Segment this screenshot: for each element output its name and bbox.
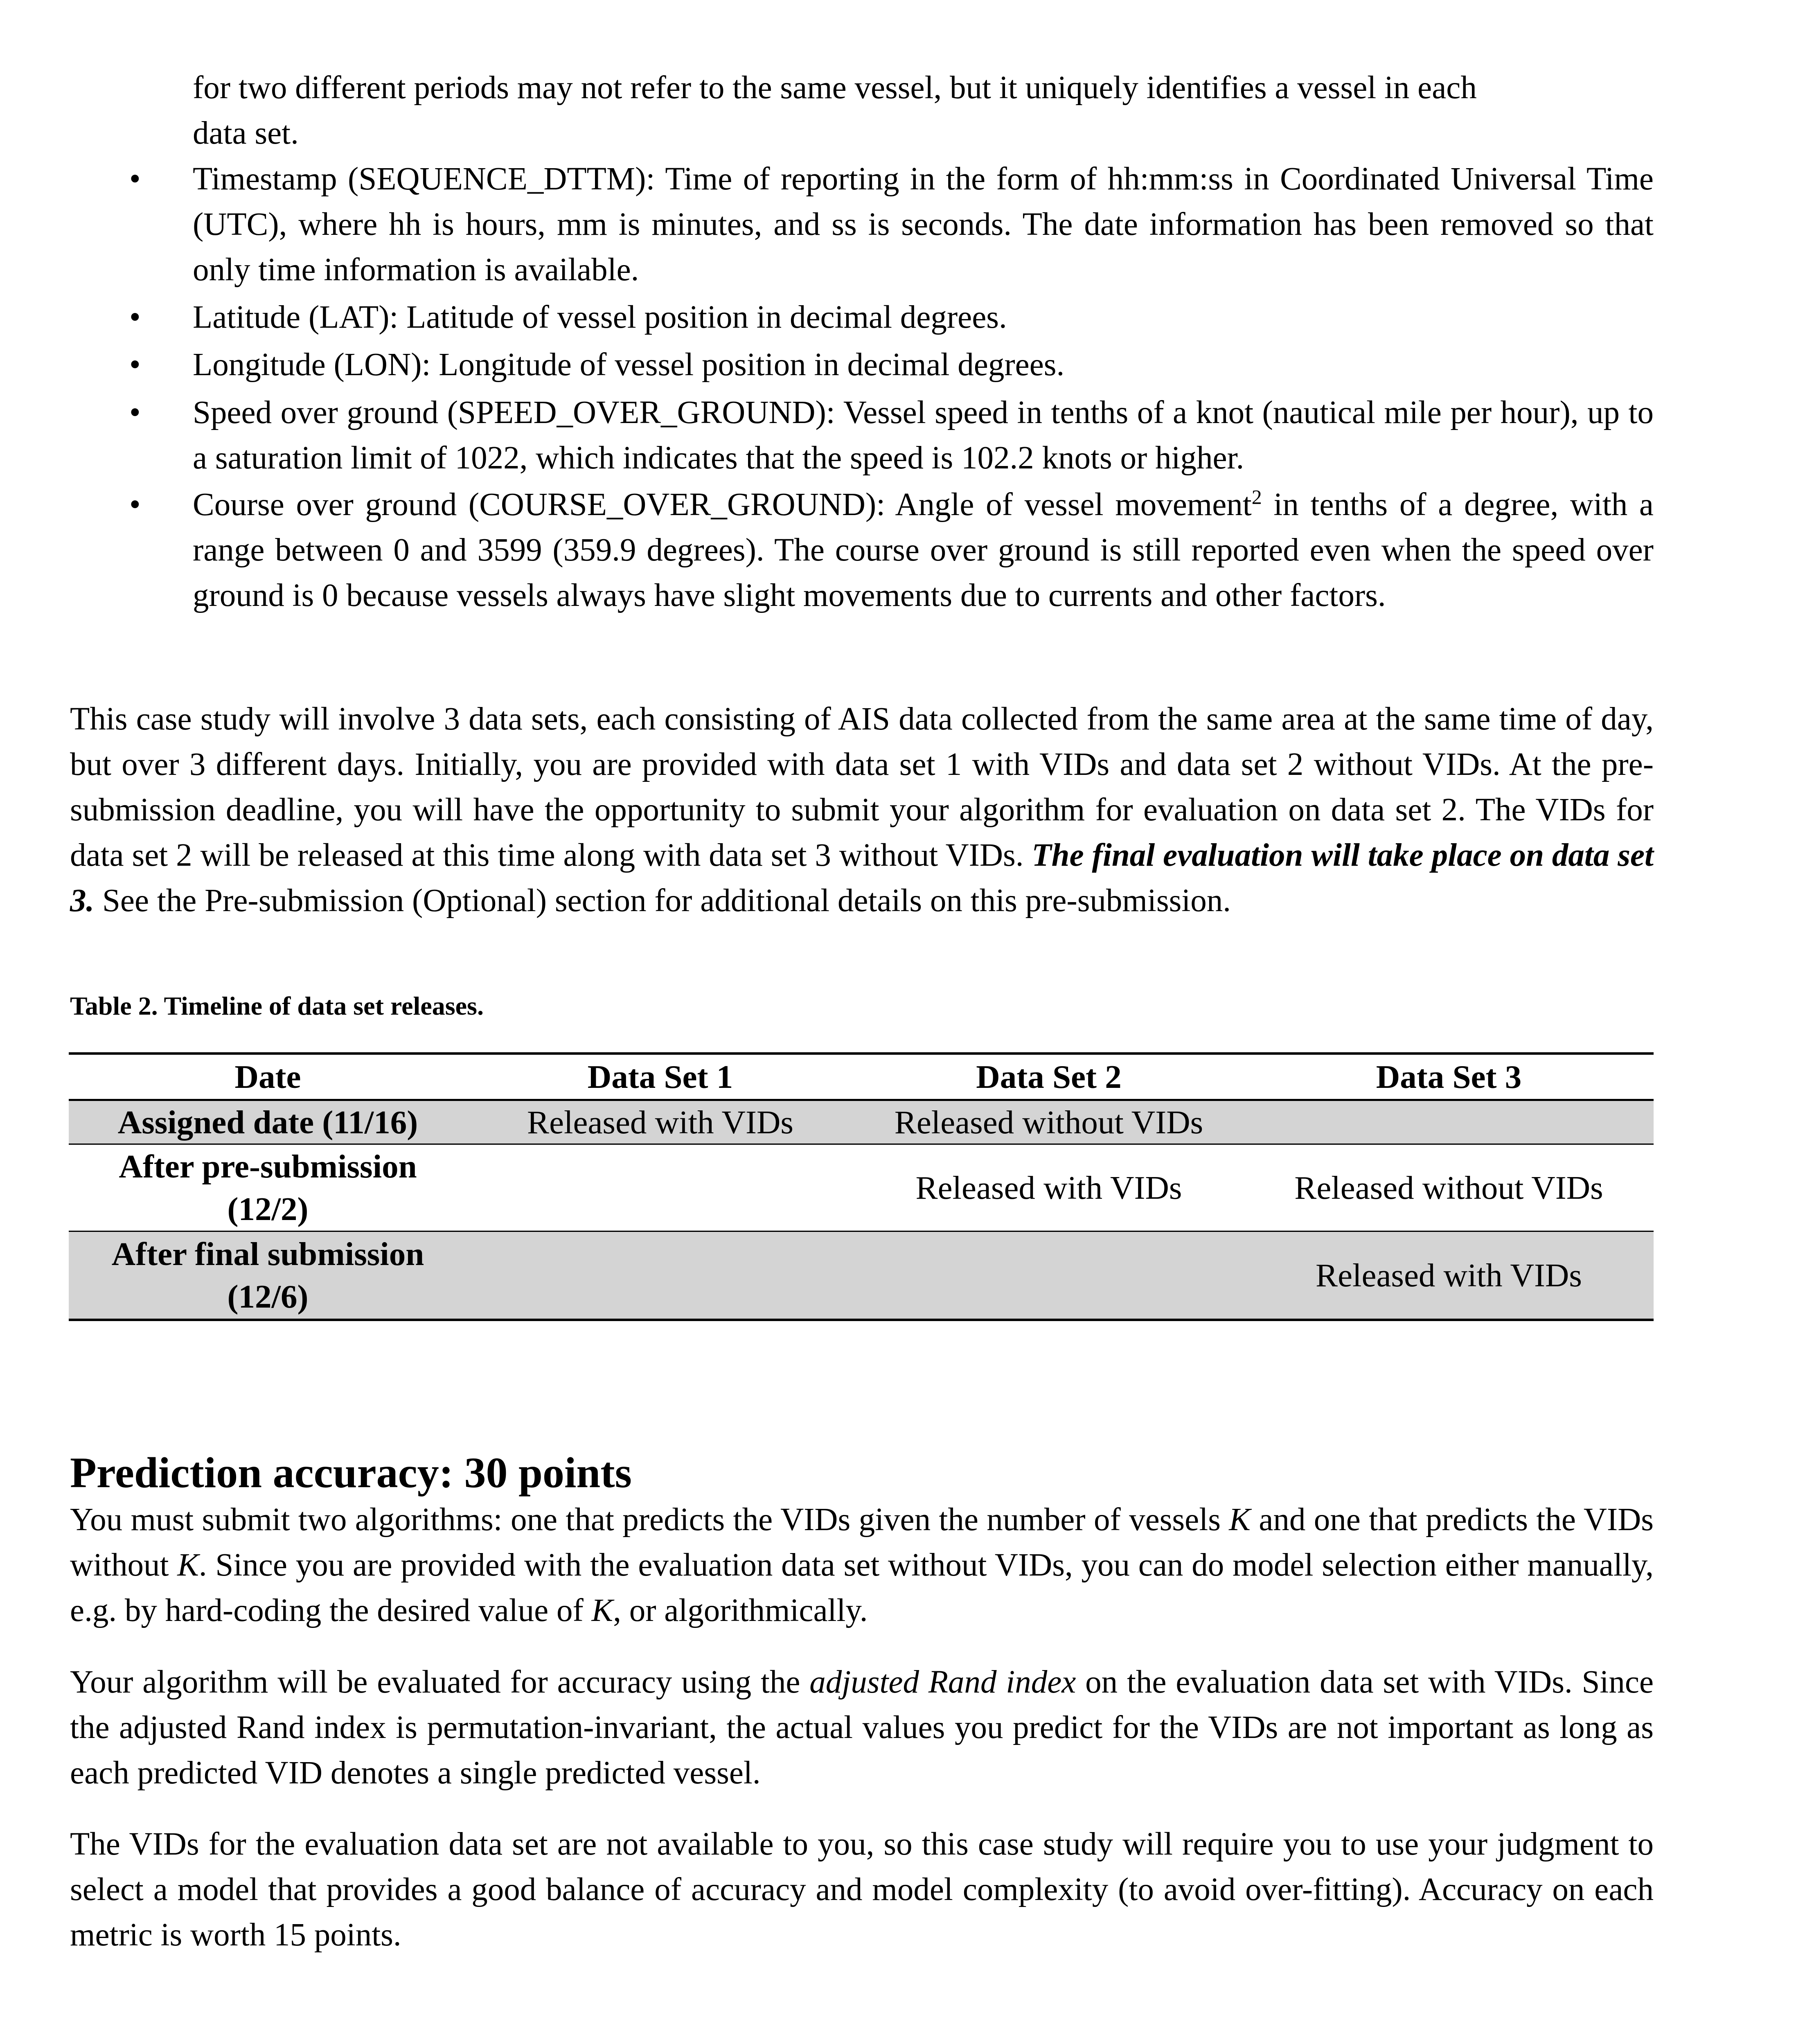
header-data-set-3: Data Set 3 (1244, 1054, 1654, 1100)
bullet-speed-over-ground (129, 390, 1654, 481)
bullet-longitude (129, 342, 1654, 387)
table-header-row (69, 1054, 1654, 1100)
bullet-dot: • (129, 299, 141, 335)
bullet-text: Latitude (LAT): Latitude of vessel position in decimal degrees. (193, 299, 1007, 335)
adjusted-rand-index-term: adjusted Rand index (809, 1664, 1076, 1700)
timeline-table (69, 1052, 1654, 1321)
row-date-cell: After pre-submission (12/2) (119, 1148, 417, 1227)
header-data-set-1: Data Set 1 (467, 1054, 854, 1100)
row-date-cell: After final submission (12/6) (69, 1231, 467, 1320)
row-ds3-cell: Released with VIDs (1244, 1231, 1654, 1320)
row-ds1-cell (467, 1144, 854, 1231)
bullet-dot: • (129, 161, 141, 197)
row-ds2-cell: Released without VIDs (854, 1100, 1244, 1144)
bullet-dot: • (129, 487, 141, 522)
section-heading: Prediction accuracy: 30 points (70, 1449, 632, 1497)
continuation-line-2: data set. (193, 115, 299, 151)
section-paragraph-1: You must submit two algorithms: one that predicts the VIDs given the number of vessels K and one that predicts the VIDs without K. Since you are provided with the evaluation data set without VIDs, you can do model selection either manually, e.g. by hard-coding the desired value of K, or algorithmically. (70, 1502, 1654, 1628)
bullet-dot: • (129, 347, 141, 383)
emphasis-final-evaluation: The final evaluation will take place on data set 3. (70, 837, 1654, 918)
row-ds1-cell: Released with VIDs (467, 1100, 854, 1144)
bullet-text: Longitude (LON): Longitude of vessel position in decimal degrees. (193, 347, 1065, 383)
bullet-dot: • (129, 395, 141, 430)
row-ds2-cell: Released with VIDs (915, 1169, 1182, 1206)
bullet-course-over-ground (129, 482, 1654, 618)
header-date: Date (69, 1054, 467, 1100)
row-date-cell: Assigned date (11/16) (69, 1100, 467, 1144)
table-row (69, 1231, 1654, 1320)
row-ds3-cell (1244, 1100, 1654, 1144)
row-ds2-cell (854, 1231, 1244, 1320)
row-ds1-cell (467, 1231, 854, 1320)
table-row (69, 1144, 1654, 1231)
bullet-latitude (129, 295, 1654, 340)
row-ds3-cell: Released without VIDs (1294, 1169, 1603, 1206)
section-paragraph-2: Your algorithm will be evaluated for accuracy using the adjusted Rand index on the evaluation data set with VIDs. Since the adjusted Rand index is permutation-invariant, the actual values you predict for the VIDs are not important as long as each predicted VID denotes a single predicted vessel. (70, 1664, 1654, 1791)
continuation-text (193, 65, 1654, 156)
bullet-text: Speed over ground (SPEED_OVER_GROUND): Vessel speed in tenths of a knot (nautical mile per hour), up to a saturation limit of 1022, which indicates that the speed is 102.2 knots or higher. (193, 395, 1654, 476)
bullet-timestamp (129, 156, 1654, 293)
bullet-text: Timestamp (SEQUENCE_DTTM): Time of reporting in the form of hh:mm:ss in Coordinated Universal Time (UTC), where hh is hours, mm is minutes, and ss is seconds. The date information has been removed so that only time information is available. (193, 161, 1654, 288)
intro-paragraph: This case study will involve 3 data sets, each consisting of AIS data collected from the same area at the same time of day, but over 3 different days. Initially, you are provided with data set 1 with VIDs and data set 2 without VIDs. At the pre-submission deadline, you will have the opportunity to submit your algorithm for evaluation on data set 2. The VIDs for data set 2 will be released at this time along with data set 3 without VIDs. The final evaluation will take place on data set 3. See the Pre-submission (Optional) section for additional details on this pre-submission. (70, 701, 1654, 918)
footnote-marker: 2 (1251, 485, 1262, 509)
table-row (69, 1100, 1654, 1144)
bullet-text: Course over ground (COURSE_OVER_GROUND): Angle of vessel movement$^2$ in tenths of a degree, with a range between 0 and 3599 (359.9 degrees). The course over ground is still reported even when the speed over ground is 0 because vessels always have slight movements due to currents and other factors. (193, 485, 1654, 613)
continuation-line-1: for two different periods may not refer to the same vessel, but it uniquely identifies a vessel in each (193, 70, 1477, 106)
table-caption: Table 2. Timeline of data set releases. (70, 991, 484, 1020)
header-data-set-2: Data Set 2 (854, 1054, 1244, 1100)
section-paragraph-3: The VIDs for the evaluation data set are not available to you, so this case study will require you to use your judgment to select a model that provides a good balance of accuracy and model complexity (to avoid over-fitting). Accuracy on each metric is worth 15 points. (70, 1826, 1654, 1953)
